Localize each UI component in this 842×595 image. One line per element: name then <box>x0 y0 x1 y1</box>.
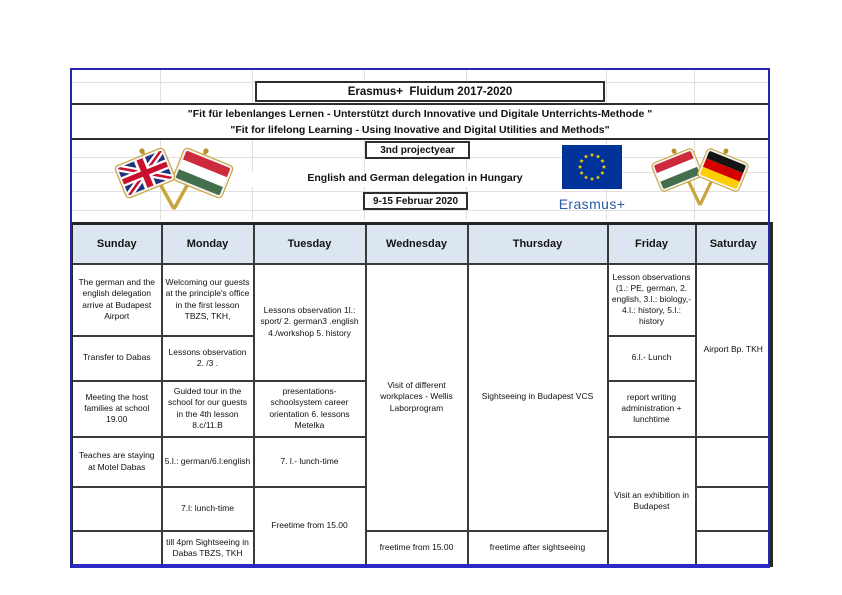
cell-sunday-empty-2 <box>72 531 162 566</box>
cell-sunday-motel: Teaches are staying at Motel Dabas <box>72 437 162 487</box>
day-header-monday: Monday <box>162 224 254 264</box>
program-title: Erasmus+ Fluidum 2017-2020 <box>255 81 605 102</box>
motto-band <box>70 103 770 140</box>
delegation-title: English and German delegation in Hungary <box>230 172 600 187</box>
cell-wednesday-freetime: freetime from 15.00 <box>366 531 468 566</box>
cell-saturday-empty-1 <box>696 437 772 487</box>
cell-tuesday-lunch: 7. l.- lunch-time <box>254 437 366 487</box>
erasmus-wordmark: Erasmus+ <box>558 196 626 212</box>
cell-monday-guided-tour: Guided tour in the school for our guests in the 4th lesson 8.c/11.B <box>162 381 254 437</box>
cell-friday-exhibition: Visit an exhibition in Budapest <box>608 437 696 566</box>
day-header-wednesday: Wednesday <box>366 224 468 264</box>
weekly-schedule-table <box>70 222 773 567</box>
day-header-tuesday: Tuesday <box>254 224 366 264</box>
uk-hungary-flags-icon <box>110 147 238 218</box>
cell-sunday-transfer: Transfer to Dabas <box>72 336 162 381</box>
cell-saturday-empty-2 <box>696 487 772 531</box>
day-header-sunday: Sunday <box>72 224 162 264</box>
cell-friday-report-writing: report writing administration + lunchtime <box>608 381 696 437</box>
schedule-sheet <box>70 68 770 568</box>
project-year: 3nd projectyear <box>365 141 470 159</box>
day-header-row <box>72 224 772 264</box>
cell-monday-german-english: 5.l.: german/6.l:english <box>162 437 254 487</box>
cell-tuesday-presentations: presentations- schoolsystem career orientation 6. lessons Metelka <box>254 381 366 437</box>
cell-monday-dabas-sightseeing: till 4pm Sightseeing in Dabas TBZS, TKH <box>162 531 254 566</box>
motto-german: "Fit für lebenlanges Lernen - Unterstützt durch Innovative und Digitale Unterrichts-Methode " <box>187 107 653 120</box>
erasmus-plus-logo <box>553 145 631 212</box>
day-header-thursday: Thursday <box>468 224 608 264</box>
cell-sunday-empty-1 <box>72 487 162 531</box>
hungary-germany-flags-icon <box>648 147 752 214</box>
cell-tuesday-lessons: Lessons observation 1l.: sport/ 2. german3 .english 4./workshop 5. history <box>254 264 366 381</box>
cell-thursday-freetime: freetime after sightseeing <box>468 531 608 566</box>
date-range: 9-15 Februar 2020 <box>363 192 468 210</box>
cell-friday-observations: Lesson observations (1.: PE, german, 2. english, 3.l.: biology,- 4.l.: history, 5.l.: history <box>608 264 696 336</box>
cell-monday-lunch: 7.l: lunch-time <box>162 487 254 531</box>
cell-sunday-host-families: Meeting the host families at school 19.00 <box>72 381 162 437</box>
cell-friday-lunch: 6.l.- Lunch <box>608 336 696 381</box>
cell-tuesday-freetime: Freetime from 15.00 <box>254 487 366 566</box>
cell-saturday-empty-3 <box>696 531 772 566</box>
cell-wednesday-workplaces: Visit of different workplaces - Wellis Laborprogram <box>366 264 468 531</box>
cell-thursday-sightseeing: Sightseeing in Budapest VCS <box>468 264 608 531</box>
cell-monday-observation: Lessons observation 2. /3 . <box>162 336 254 381</box>
cell-sunday-arrival: The german and the english delegation arrive at Budapest Airport <box>72 264 162 336</box>
table-row <box>72 264 772 336</box>
cell-saturday-airport: Airport Bp. TKH <box>696 264 772 437</box>
motto-english: "Fit for lifelong Learning - Using Inovative and Digital Utilities and Methods" <box>230 123 610 136</box>
eu-flag-icon <box>562 145 622 189</box>
cell-monday-welcome: Welcoming our guests at the principle's office in the first lesson TBZS, TKH, <box>162 264 254 336</box>
day-header-friday: Friday <box>608 224 696 264</box>
day-header-saturday: Saturday <box>696 224 772 264</box>
